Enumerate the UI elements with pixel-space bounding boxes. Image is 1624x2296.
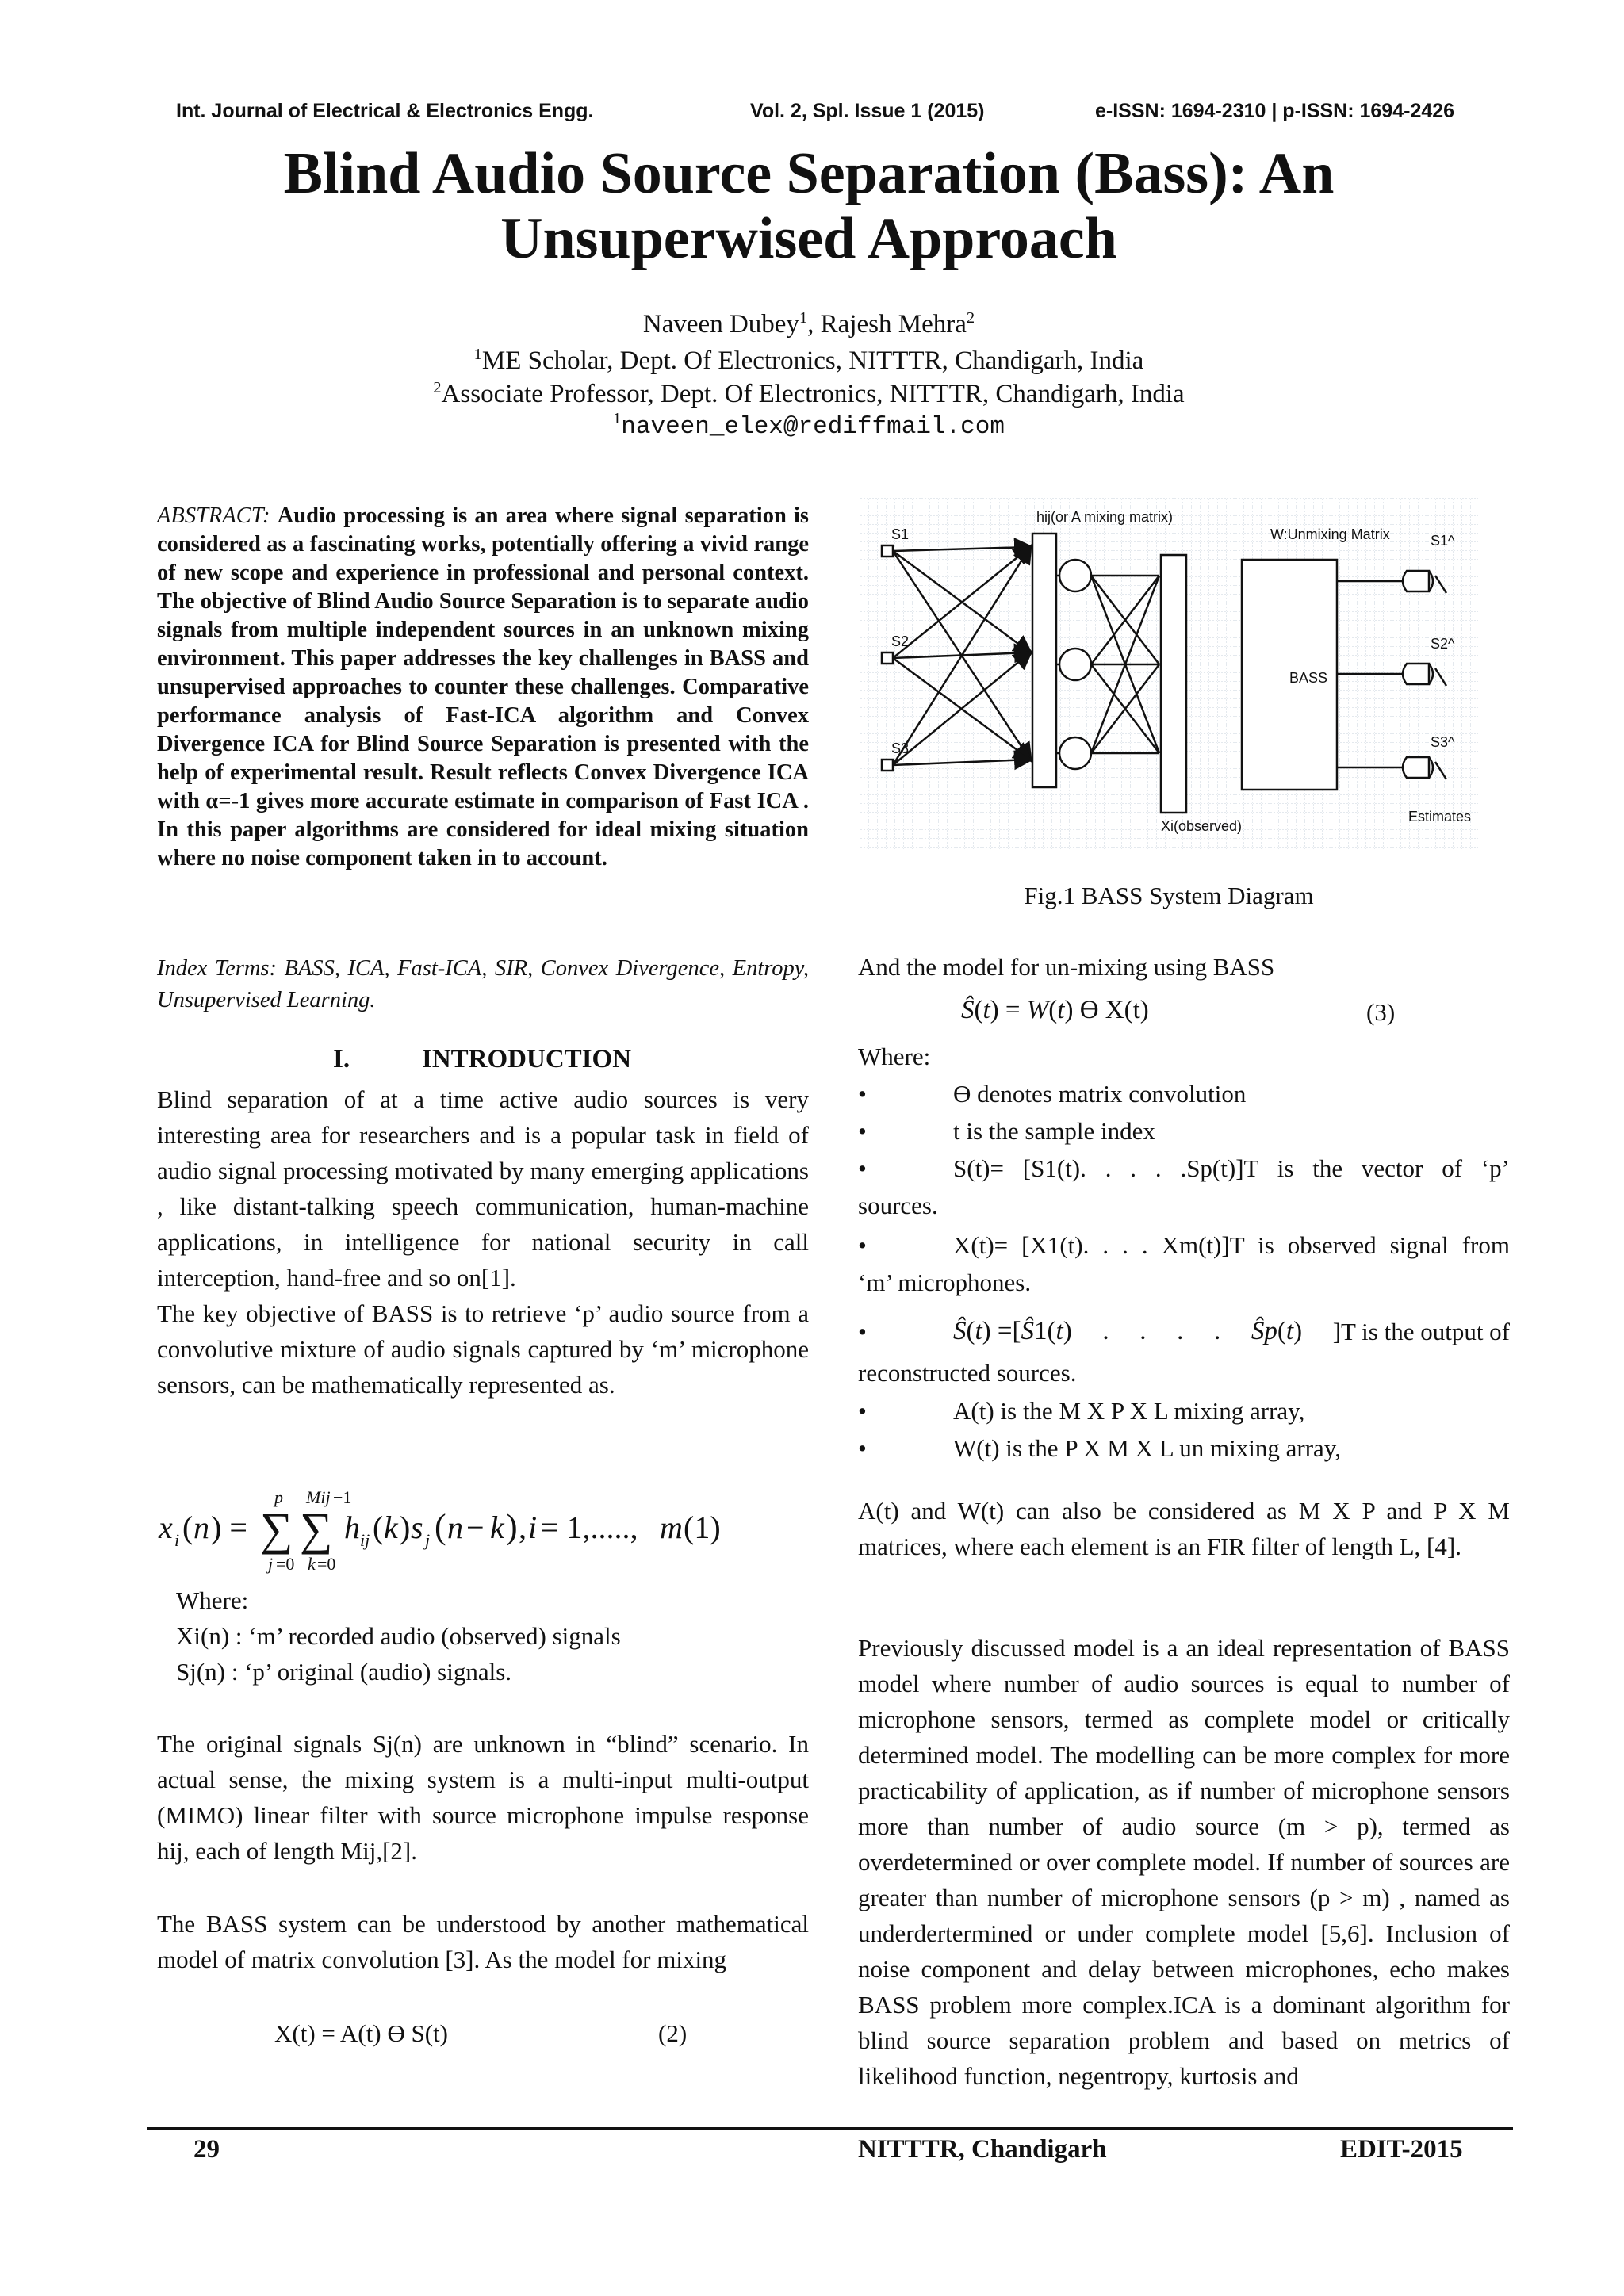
definition-xi: Xi(n) : ‘m’ recorded audio (observed) signals bbox=[176, 1622, 621, 1650]
equation-3: Ŝ(t) = W(t) Ө X(t) bbox=[961, 996, 1149, 1024]
label-observed: Xi(observed) bbox=[1161, 818, 1243, 834]
estimate-s2-speaker-icon bbox=[1403, 664, 1429, 684]
svg-text:(: ( bbox=[435, 1507, 446, 1546]
source-s1-icon bbox=[882, 545, 893, 557]
microphone-3-icon bbox=[1059, 737, 1091, 769]
estimate-s3-speaker-icon bbox=[1403, 757, 1429, 778]
paragraph-matrices-block bbox=[858, 1493, 1510, 1564]
footer-organization: NITTTR, Chandigarh bbox=[858, 2135, 1107, 2164]
svg-text:Mij: Mij bbox=[306, 1487, 331, 1507]
definition-sj: Sj(n) : ‘p’ original (audio) signals. bbox=[176, 1658, 512, 1686]
abstract-text: Audio processing is an area where signal separation is considered as a fascinating works, potentially offering a vivid range of new scope and experience in professional and personal context. The objective of Blind Audio Source Separation is to separate audio signals from multiple independent sources in an unknown mixing environment. This paper addresses the key challenges in BASS and unsupervised approaches to counter these challenges. Comparative performance analysis of Fast-ICA algorithm and Convex Divergence ICA for Blind Source Separation is presented with the help of experimental result. Result reflects Convex Divergence ICA with α=-1 gives more accurate estimate in comparison of Fast ICA . In this paper algorithms are considered for ideal mixing situation where no noise component taken in to account. bbox=[157, 503, 809, 871]
equation-2: X(t) = A(t) Ө S(t) bbox=[274, 2019, 448, 2047]
journal-name: Int. Journal of Electrical & Electronics Engg. bbox=[176, 100, 594, 122]
svg-text:−: − bbox=[466, 1510, 485, 1545]
paragraph-models: Previously discussed model is a an ideal representation of BASS model where number of audio sources is equal to number of microphone sensors, termed as complete model or critically determined model. The modelling can be more complex for more practicability of application, as if number of microphone sensors more than number of audio source (m > p), termed as overdetermined or over complete model. If number of sources are greater than number of microphone sensors (p > m) , named as underdertermined or under complete model [5,6]. Inclusion of noise component and delay between microphones, echo makes BASS problem more complex.ICA is a dominant algorithm for blind source separation problem and based on metrics of likelihood function, negentropy, kurtosis and bbox=[858, 1634, 1510, 2090]
svg-text:h: h bbox=[344, 1510, 360, 1545]
volume-issue: Vol. 2, Spl. Issue 1 (2015) bbox=[750, 100, 985, 122]
list-item: • Ө denotes matrix convolution bbox=[858, 1080, 1247, 1108]
title-line-2: Unsuperwised Approach bbox=[500, 206, 1117, 271]
intro-paragraph-3: The original signals Sj(n) are unknown in “blind” scenario. In actual sense, the mixing system is a multi-input multi-output (MIMO) linear filter with source microphone impulse response hij, each of length Mij,[2]. bbox=[157, 1730, 809, 1865]
label-estimate-s1: S1^ bbox=[1431, 533, 1455, 549]
list-item: • X(t)= [X1(t). . . . Xm(t)]T is observed signal from bbox=[858, 1231, 1510, 1259]
abstract: ABSTRACT: Audio processing is an area where signal separation is considered as a fascinating works, potentially offering a vivid range of new scope and experience in professional and personal context. The objective of Blind Audio Source Separation is to separate audio signals from multiple independent sources in an unknown mixing environment. This paper addresses the key challenges in BASS and unsupervised approaches to counter these challenges. Comparative performance analysis of Fast-ICA algorithm and Convex Divergence ICA for Blind Source Separation is presented with the help of experimental result. Result reflects Convex Divergence ICA with α=-1 gives more accurate estimate in comparison of Fast ICA . In this paper algorithms are considered for ideal mixing situation where no noise component taken in to account. bbox=[157, 503, 809, 871]
svg-text:k: k bbox=[384, 1510, 398, 1545]
equation-1 bbox=[157, 1483, 760, 1578]
abstract-label: ABSTRACT bbox=[157, 503, 263, 528]
microphone-2-icon bbox=[1059, 649, 1091, 680]
list-item-continuation: sources. bbox=[858, 1192, 938, 1219]
list-item-continuation: ‘m’ microphones. bbox=[858, 1269, 1032, 1296]
svg-text:j: j bbox=[268, 1554, 274, 1574]
intro-paragraph-4-block bbox=[157, 1906, 809, 1977]
svg-text:n: n bbox=[193, 1510, 209, 1545]
list-item-continuation: reconstructed sources. bbox=[858, 1359, 1077, 1387]
equation-2-number: (2) bbox=[658, 2019, 688, 2047]
label-unmixing-matrix: W:Unmixing Matrix bbox=[1270, 526, 1390, 542]
observed-signals-block bbox=[1161, 555, 1186, 813]
section-number: I. bbox=[333, 1045, 350, 1073]
svg-text:k: k bbox=[490, 1510, 504, 1545]
list-item: • A(t) is the M X P X L mixing array, bbox=[858, 1397, 1305, 1425]
svg-text:i: i bbox=[174, 1530, 180, 1550]
figure-caption: Fig.1 BASS System Diagram bbox=[1024, 882, 1314, 909]
svg-text:ij: ij bbox=[360, 1530, 370, 1550]
label-estimates: Estimates bbox=[1408, 809, 1472, 825]
source-s2-icon bbox=[882, 652, 893, 664]
author-names: Naveen Dubey$^1$, Rajesh Mehra$^2$ bbox=[642, 309, 975, 339]
where-label: Where: bbox=[176, 1586, 249, 1614]
svg-text:,: , bbox=[519, 1510, 527, 1545]
affiliation-2: $^2$Associate Professor, Dept. Of Electronics, NITTTR, Chandigarh, India bbox=[433, 379, 1185, 408]
footer-edition: EDIT-2015 bbox=[1340, 2135, 1463, 2164]
right-where-label: Where: bbox=[858, 1043, 931, 1070]
index-terms-label: Index Terms bbox=[157, 956, 270, 981]
svg-text:): ) bbox=[400, 1510, 411, 1545]
svg-text:): ) bbox=[506, 1507, 518, 1546]
svg-text:) =: ) = bbox=[211, 1510, 247, 1545]
intro-paragraph-4: The BASS system can be understood by another mathematical model of matrix convolution [3]. As the model for mixing bbox=[157, 1910, 809, 1973]
unmixing-intro: And the model for un-mixing using BASS bbox=[858, 953, 1275, 981]
page-number: 29 bbox=[193, 2135, 220, 2164]
list-item: • W(t) is the P X M X L un mixing array, bbox=[858, 1434, 1342, 1462]
svg-text:j: j bbox=[425, 1530, 431, 1550]
svg-text:p: p bbox=[274, 1487, 283, 1507]
running-header bbox=[176, 94, 1469, 128]
intro-body bbox=[157, 1081, 809, 1402]
svg-text:i: i bbox=[528, 1510, 538, 1545]
svg-text:x: x bbox=[159, 1510, 173, 1545]
svg-text:(: ( bbox=[182, 1510, 193, 1545]
microphone-1-icon bbox=[1059, 560, 1091, 591]
label-estimate-s2: S2^ bbox=[1431, 636, 1455, 652]
intro-paragraph-1: Blind separation of at a time active audio sources is very interesting area for researchers and is a popular task in field of audio signal processing motivated by many emerging applications , like distant-talking speech communication, human-machine applications, in intelligence for national security in call interception, hand-free and so on[1]. bbox=[157, 1085, 809, 1292]
paragraph-matrices: A(t) and W(t) can also be considered as M X P and P X M matrices, where each element is an FIR filter of length L, [4]. bbox=[858, 1497, 1510, 1560]
source-s3-icon bbox=[882, 760, 893, 771]
svg-text:(1): (1) bbox=[684, 1510, 721, 1545]
svg-text:s: s bbox=[411, 1510, 423, 1545]
paper-title bbox=[159, 141, 1459, 271]
svg-text:m: m bbox=[660, 1510, 683, 1545]
list-item: • S(t)= [S1(t). . . . .Sp(t)]T is the vector of ‘p’ bbox=[858, 1154, 1510, 1182]
list-item: • t is the sample index bbox=[858, 1117, 1155, 1145]
svg-text:=0: =0 bbox=[317, 1554, 336, 1574]
label-estimate-s3: S3^ bbox=[1431, 734, 1455, 750]
index-terms: Index Terms: BASS, ICA, Fast-ICA, SIR, Convex Divergence, Entropy, Unsupervised Learning. bbox=[157, 956, 809, 1012]
index-terms-text: BASS, ICA, Fast-ICA, SIR, Convex Divergence, Entropy, Unsupervised Learning. bbox=[157, 956, 809, 1012]
issn: e-ISSN: 1694-2310 | p-ISSN: 1694-2426 bbox=[1095, 100, 1455, 122]
list-item: • Ŝ(t) =[Ŝ1(t) . . . . Ŝp(t) ]T is the output of bbox=[858, 1317, 1510, 1345]
footer-rule bbox=[147, 2127, 1513, 2130]
label-s3: S3 bbox=[891, 740, 910, 756]
svg-text:(: ( bbox=[373, 1510, 384, 1545]
svg-text:−1: −1 bbox=[333, 1487, 352, 1507]
section-heading: INTRODUCTION bbox=[422, 1045, 632, 1073]
label-mixing-matrix: hij(or A mixing matrix) bbox=[1036, 509, 1174, 525]
svg-text:=0: =0 bbox=[276, 1554, 295, 1574]
svg-text:k: k bbox=[308, 1554, 316, 1574]
svg-text:∑: ∑ bbox=[300, 1503, 333, 1555]
bass-system-diagram bbox=[860, 498, 1478, 851]
svg-text:n: n bbox=[447, 1510, 463, 1545]
label-s1: S1 bbox=[891, 526, 910, 542]
intro-paragraph-2: The key objective of BASS is to retrieve ‘p’ audio source from a convolutive mixture of audio signals captured by ‘m’ microphone sensors, can be mathematically represented as. bbox=[157, 1299, 809, 1399]
label-s2: S2 bbox=[891, 633, 910, 649]
label-bass: BASS bbox=[1289, 670, 1328, 686]
intro-paragraph-3-block bbox=[157, 1726, 809, 1869]
mixing-matrix-block bbox=[1032, 534, 1056, 787]
estimate-s1-speaker-icon bbox=[1403, 571, 1429, 591]
paragraph-models-block bbox=[858, 1630, 1510, 2094]
definition-list bbox=[858, 1076, 1510, 1468]
svg-text:∑: ∑ bbox=[260, 1503, 293, 1555]
intro-where-block bbox=[176, 1582, 802, 1689]
affiliation-1: $^1$ME Scholar, Dept. Of Electronics, NITTTR, Chandigarh, India bbox=[473, 346, 1144, 375]
equation-3-number: (3) bbox=[1366, 998, 1396, 1026]
svg-text:= 1,.....,: = 1,....., bbox=[541, 1510, 638, 1545]
author-email: $^1$naveen_elex@rediffmail.com bbox=[613, 410, 1005, 441]
title-line-1: Blind Audio Source Separation (Bass): An bbox=[283, 141, 1335, 206]
